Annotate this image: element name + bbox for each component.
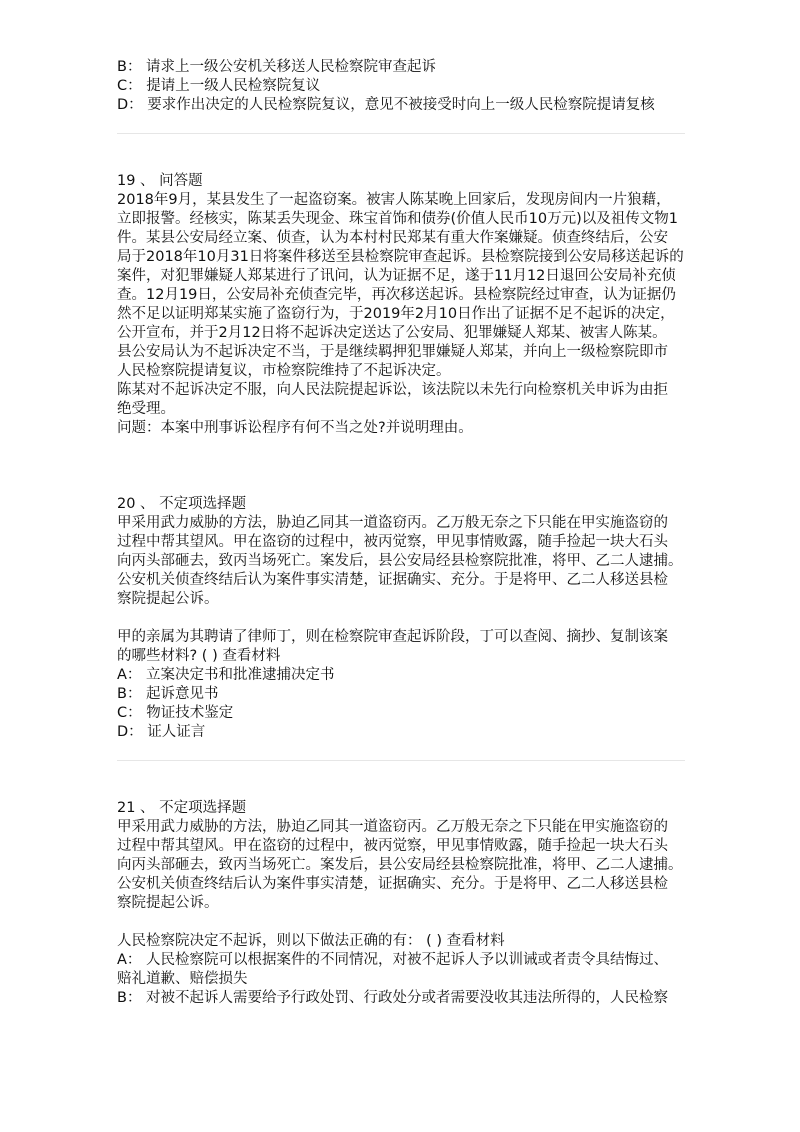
q21-case-line: 向丙头部砸去，致丙当场死亡。案发后，县公安局经县检察院批准，将甲、乙二人逮捕。: [117, 857, 683, 873]
q19-line: 公开宣布，并于2月12日将不起诉决定送达了公安局、犯罪嫌疑人郑某、被害人陈某。: [117, 325, 667, 341]
q19-question: 问题：本案中刑事诉讼程序有何不当之处?并说明理由。: [117, 420, 473, 436]
q20-case-line: 察院提起公诉。: [117, 591, 219, 607]
q19-line: 陈某对不起诉决定不服，向人民法院提起诉讼，该法院以未先行向检察机关申诉为由拒: [117, 382, 668, 398]
q19-line: 立即报警。经核实，陈某丢失现金、珠宝首饰和债券(价值人民币10万元)以及祖传文物1: [117, 211, 678, 227]
q19-line: 绝受理。: [117, 401, 175, 417]
q21-case-line: 甲采用武力威胁的方法，胁迫乙同其一道盗窃丙。乙万般无奈之下只能在甲实施盗窃的: [117, 819, 668, 835]
q21-option-a[interactable]: A： 人民检察院可以根据案件的不同情况，对被不起诉人予以训诫或者责令具结悔过、: [117, 952, 669, 968]
question-19: [117, 172, 685, 438]
q19-line: 局于2018年10月31日将案件移送至县检察院审查起诉。县检察院接到公安局移送起诉的: [117, 249, 684, 265]
document-page: [117, 58, 685, 1008]
q19-line: 查。12月19日，公安局补充侦查完毕，再次移送起诉。县检察院经过审查，认为证据仍: [117, 287, 676, 303]
q19-line: 县公安局认为不起诉决定不当，于是继续羁押犯罪嫌疑人郑某，并向上一级检察院即市: [117, 344, 668, 360]
q20-option-c[interactable]: C： 物证技术鉴定: [117, 705, 234, 721]
q20-question-line: 甲的亲属为其聘请了律师丁，则在检察院审查起诉阶段，丁可以查阅、摘抄、复制该案: [117, 629, 668, 645]
prev-question-options: [117, 58, 685, 115]
option-c[interactable]: C： 提请上一级人民检察院复议: [117, 78, 321, 94]
q21-question-line: 人民检察院决定不起诉，则以下做法正确的有： ( ) 查看材料: [117, 933, 505, 949]
q19-line: 然不足以证明郑某实施了盗窃行为，于2019年2月10日作出了证据不足不起诉的决定，: [117, 306, 675, 322]
option-d[interactable]: D： 要求作出决定的人民检察院复议，意见不被接受时向上一级人民检察院提请复核: [117, 97, 655, 113]
q20-case-line: 公安机关侦查终结后认为案件事实清楚，证据确实、充分。于是将甲、乙二人移送县检: [117, 572, 668, 588]
q21-option-a-cont[interactable]: 赔礼道歉、赔偿损失: [117, 971, 248, 987]
question-21: [117, 799, 685, 1008]
q21-case-line: 过程中帮其望风。甲在盗窃的过程中，被丙觉察，甲见事情败露，随手捡起一块大石头: [117, 838, 668, 854]
q19-line: 案件，对犯罪嫌疑人郑某进行了讯问，认为证据不足，遂于11月12日退回公安局补充侦: [117, 268, 676, 284]
q21-case-line: 察院提起公诉。: [117, 895, 219, 911]
question-21-header: 21 、 不定项选择题: [117, 800, 247, 816]
q20-case-line: 向丙头部砸去，致丙当场死亡。案发后，县公安局经县检察院批准，将甲、乙二人逮捕。: [117, 553, 683, 569]
option-b[interactable]: B： 请求上一级公安机关移送人民检察院审查起诉: [117, 59, 437, 75]
q19-line: 人民检察院提请复议，市检察院维持了不起诉决定。: [117, 363, 451, 379]
q20-case-line: 甲采用武力威胁的方法，胁迫乙同其一道盗窃丙。乙万般无奈之下只能在甲实施盗窃的: [117, 515, 668, 531]
q20-option-b[interactable]: B： 起诉意见书: [117, 686, 219, 702]
q19-line: 件。某县公安局经立案、侦查，认为本村村民郑某有重大作案嫌疑。侦查终结后，公安: [117, 230, 668, 246]
q19-line: 2018年9月，某县发生了一起盗窃案。被害人陈某晚上回家后，发现房间内一片狼藉，: [117, 192, 671, 208]
q20-case-line: 过程中帮其望风。甲在盗窃的过程中，被丙觉察，甲见事情败露，随手捡起一块大石头: [117, 534, 668, 550]
q21-option-b[interactable]: B： 对被不起诉人需要给予行政处罚、行政处分或者需要没收其违法所得的，人民检察: [117, 990, 669, 1006]
q20-question-line: 的哪些材料? ( ) 查看材料: [117, 648, 281, 664]
q21-case-line: 公安机关侦查终结后认为案件事实清楚，证据确实、充分。于是将甲、乙二人移送县检: [117, 876, 668, 892]
q20-option-a[interactable]: A： 立案决定书和批准逮捕决定书: [117, 667, 335, 683]
question-19-header: 19 、 问答题: [117, 173, 203, 189]
question-20: [117, 495, 685, 742]
question-20-header: 20 、 不定项选择题: [117, 496, 247, 512]
q20-option-d[interactable]: D： 证人证言: [117, 724, 206, 740]
